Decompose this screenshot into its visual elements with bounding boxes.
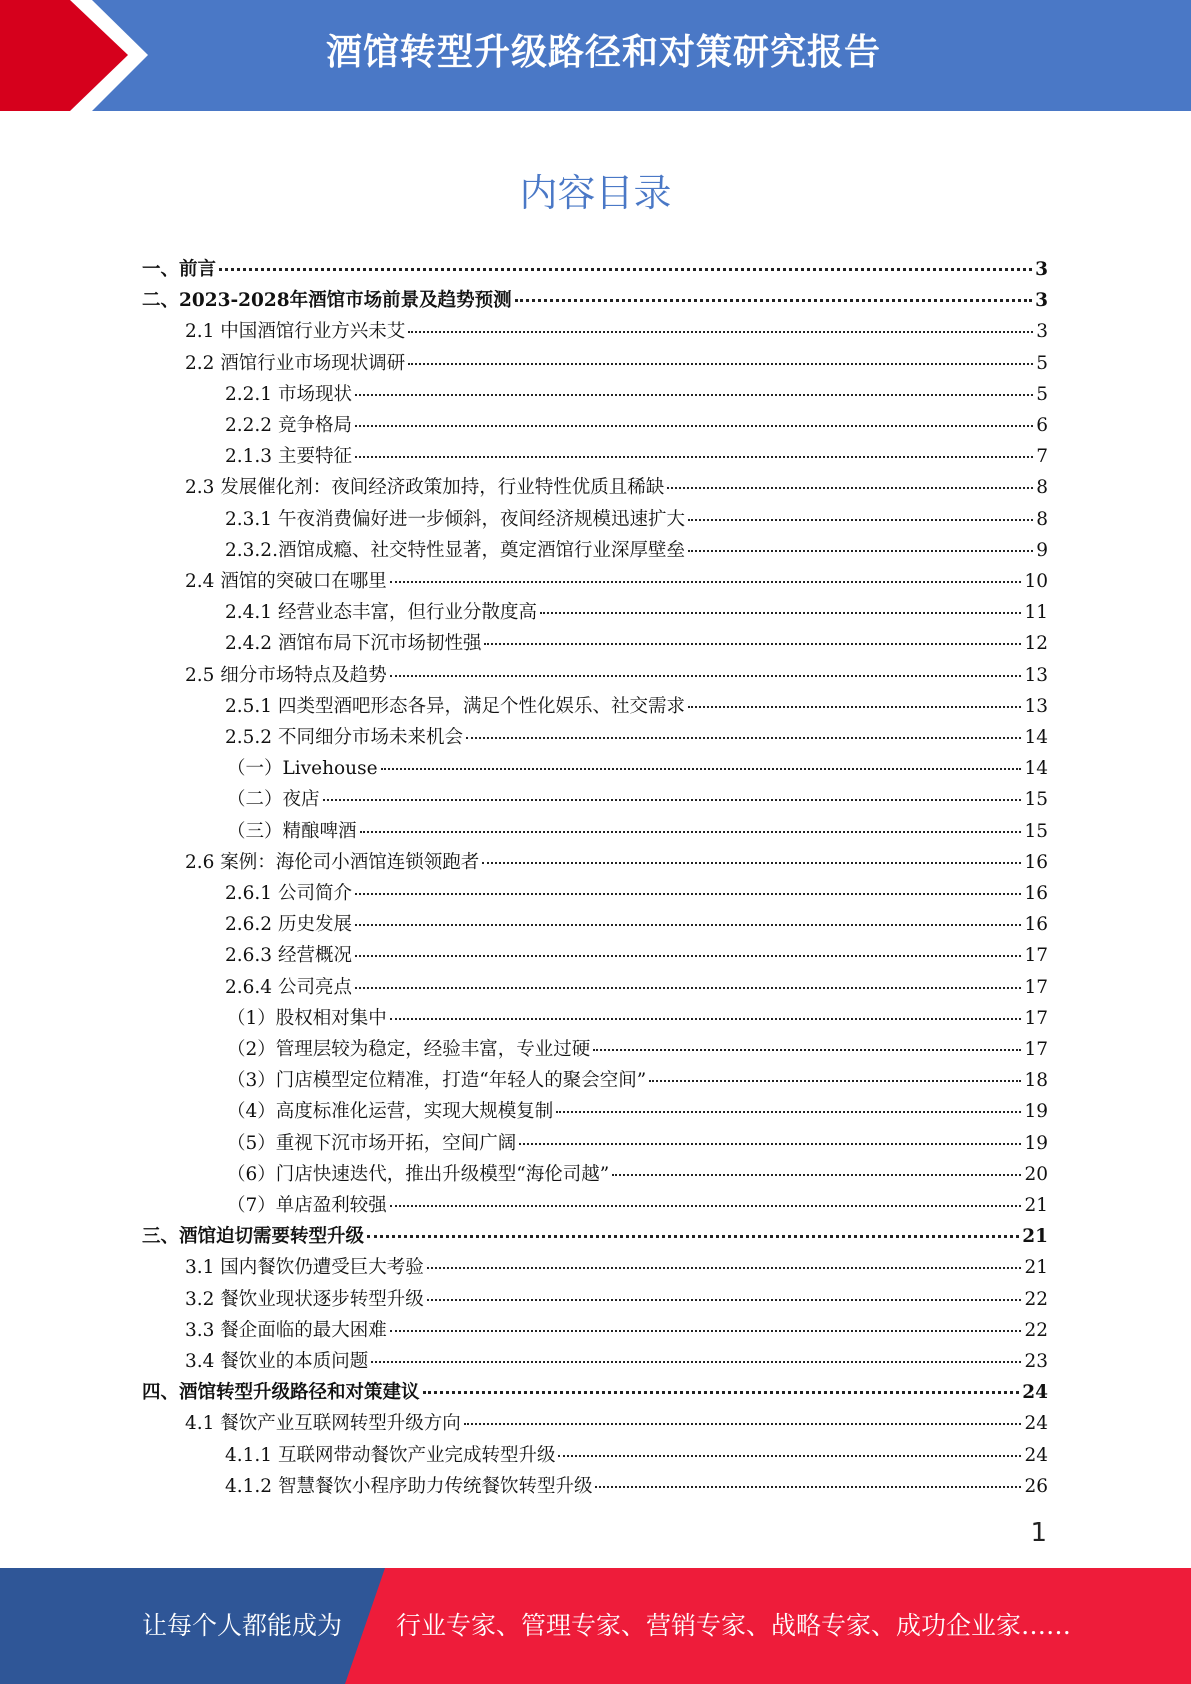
- toc-entry-page: 22: [1024, 1319, 1048, 1341]
- toc-entry-page: 9: [1036, 539, 1048, 561]
- toc-entry-page: 3: [1036, 321, 1048, 343]
- toc-entry[interactable]: [225, 504, 1048, 535]
- toc-entry-page: 16: [1024, 851, 1048, 873]
- toc-entry[interactable]: [227, 1159, 1048, 1190]
- toc-entry-page: 17: [1024, 1007, 1048, 1029]
- toc-entry-page: 17: [1024, 976, 1048, 998]
- toc-dot-leader: [390, 1018, 1022, 1020]
- toc-entry[interactable]: [185, 316, 1048, 347]
- toc-entry-page: 13: [1024, 695, 1048, 717]
- toc-entry[interactable]: [225, 1440, 1048, 1471]
- toc-entry[interactable]: [185, 348, 1048, 379]
- toc-entry-page: 15: [1024, 789, 1048, 811]
- toc-dot-leader: [427, 1267, 1022, 1269]
- toc-dot-leader: [519, 1143, 1021, 1145]
- toc-dot-leader: [355, 425, 1033, 427]
- toc-dot-leader: [464, 1423, 1022, 1425]
- toc-entry-page: 19: [1024, 1101, 1048, 1123]
- toc-entry-page: 23: [1024, 1351, 1048, 1372]
- toc-entry-title: 4.1 餐饮产业互联网转型升级方向: [185, 1413, 461, 1435]
- toc-entry[interactable]: [142, 1377, 1048, 1408]
- toc-entry-page: 24: [1024, 1444, 1048, 1466]
- toc-dot-leader: [390, 1330, 1022, 1332]
- toc-dot-leader: [595, 1486, 1021, 1488]
- toc-entry[interactable]: [227, 1128, 1048, 1159]
- toc-entry-title: 2.5.1 四类型酒吧形态各异，满足个性化娱乐、社交需求: [225, 695, 685, 717]
- toc-entry-page: 14: [1024, 727, 1048, 748]
- toc-dot-leader: [390, 581, 1022, 583]
- toc-entry-page: 20: [1024, 1163, 1048, 1185]
- toc-entry-page: 16: [1024, 883, 1048, 904]
- toc-entry-title: 2.4 酒馆的突破口在哪里: [185, 571, 387, 592]
- toc-dot-leader: [688, 550, 1033, 552]
- toc-entry[interactable]: [225, 410, 1048, 441]
- toc-entry-title: 4.1.2 智慧餐饮小程序助力传统餐饮转型升级: [225, 1475, 593, 1497]
- header-banner: [0, 0, 1191, 111]
- toc-dot-leader: [688, 706, 1021, 708]
- toc-dot-leader: [484, 643, 1021, 645]
- toc-entry-title: 2.6.1 公司简介: [225, 883, 352, 904]
- toc-dot-leader: [408, 331, 1033, 333]
- toc-entry-title: （1）股权相对集中: [227, 1007, 387, 1029]
- toc-entry[interactable]: [225, 722, 1048, 753]
- toc-dot-leader: [367, 1235, 1019, 1238]
- toc-dot-leader: [390, 675, 1022, 677]
- toc-entry-title: 四、酒馆转型升级路径和对策建议: [142, 1382, 420, 1404]
- toc-entry-page: 16: [1024, 914, 1048, 936]
- toc-entry[interactable]: [142, 254, 1048, 285]
- toc-entry[interactable]: [225, 628, 1048, 659]
- toc-entry-title: 三、酒馆迫切需要转型升级: [142, 1226, 365, 1248]
- toc-entry-page: 12: [1024, 633, 1048, 655]
- toc-dot-leader: [408, 363, 1033, 365]
- toc-entry[interactable]: [185, 1346, 1048, 1377]
- toc-dot-leader: [515, 299, 1032, 302]
- toc-entry-title: 2.5.2 不同细分市场未来机会: [225, 727, 463, 748]
- toc-entry-page: 8: [1036, 508, 1048, 530]
- toc-entry-title: 2.6.2 历史发展: [225, 914, 352, 936]
- toc-entry-page: 24: [1022, 1382, 1048, 1404]
- toc-entry-page: 6: [1036, 415, 1048, 436]
- toc-entry-title: 3.2 餐饮业现状逐步转型升级: [185, 1288, 424, 1310]
- toc-dot-leader: [355, 456, 1033, 458]
- toc-entry-page: 18: [1024, 1070, 1048, 1092]
- toc-entry-title: 2.3.1 午夜消费偏好进一步倾斜，夜间经济规模迅速扩大: [225, 508, 685, 530]
- toc-dot-leader: [423, 1391, 1020, 1394]
- footer-banner: [0, 1568, 1191, 1684]
- toc-entry[interactable]: [225, 878, 1048, 909]
- toc-dot-leader: [612, 1174, 1021, 1176]
- toc-entry[interactable]: [185, 566, 1048, 597]
- toc-dot-leader: [390, 1205, 1022, 1207]
- toc-dot-leader: [360, 831, 1022, 833]
- toc-entry-title: 2.6.4 公司亮点: [225, 976, 352, 998]
- toc-entry-page: 5: [1036, 383, 1048, 405]
- toc-dot-leader: [381, 768, 1022, 770]
- toc-entry[interactable]: [225, 535, 1048, 566]
- toc-dot-leader: [593, 1049, 1021, 1051]
- toc-entry-title: 2.3 发展催化剂：夜间经济政策加持，行业特性优质且稀缺: [185, 477, 665, 499]
- toc-entry-title: 3.1 国内餐饮仍遭受巨大考验: [185, 1257, 424, 1279]
- toc-entry-title: 4.1.1 互联网带动餐饮产业完成转型升级: [225, 1444, 556, 1466]
- toc-entry-page: 13: [1024, 664, 1048, 686]
- toc-dot-leader: [355, 394, 1033, 396]
- toc-entry-title: 2.3.2.酒馆成瘾、社交特性显著，奠定酒馆行业深厚壁垒: [225, 539, 685, 561]
- toc-entry-title: （一）Livehouse: [227, 758, 378, 780]
- toc-dot-leader: [466, 737, 1021, 739]
- toc-entry-title: 2.5 细分市场特点及趋势: [185, 664, 387, 686]
- toc-entry-title: 2.2 酒馆行业市场现状调研: [185, 352, 406, 374]
- toc-dot-leader: [482, 862, 1021, 864]
- toc-entry-page: 21: [1024, 1257, 1048, 1279]
- toc-entry[interactable]: [142, 1221, 1048, 1252]
- toc-dot-leader: [355, 987, 1022, 989]
- toc-entry-page: 17: [1024, 1039, 1048, 1060]
- page-number: 1: [1030, 1518, 1047, 1548]
- toc-entry-title: 2.6 案例：海伦司小酒馆连锁领跑者: [185, 851, 480, 873]
- toc-entry[interactable]: [225, 1471, 1048, 1502]
- toc-entry[interactable]: [227, 1034, 1048, 1065]
- toc-entry-title: 2.1 中国酒馆行业方兴未艾: [185, 321, 406, 343]
- toc-entry-title: 一、前言: [142, 259, 217, 280]
- toc-entry-title: （2）管理层较为稳定，经验丰富，专业过硬: [227, 1039, 591, 1060]
- toc-entry-title: 2.2.2 竞争格局: [225, 415, 352, 436]
- toc-entry[interactable]: [185, 472, 1048, 503]
- toc-dot-leader: [556, 1111, 1021, 1113]
- toc-entry-title: 二、2023-2028年酒馆市场前景及趋势预测: [142, 290, 512, 312]
- toc-entry-title: 2.6.3 经营概况: [225, 945, 352, 967]
- toc-entry-page: 21: [1022, 1226, 1048, 1248]
- toc-entry[interactable]: [227, 1096, 1048, 1127]
- toc-entry-page: 7: [1036, 446, 1048, 468]
- toc-entry-page: 22: [1024, 1288, 1048, 1310]
- toc-dot-leader: [323, 799, 1022, 801]
- toc-entry[interactable]: [185, 1284, 1048, 1315]
- toc-entry-title: （三）精酿啤酒: [227, 820, 357, 842]
- toc-entry-page: 19: [1024, 1132, 1048, 1154]
- toc-entry-page: 5: [1036, 352, 1048, 374]
- toc-entry-title: （5）重视下沉市场开拓，空间广阔: [227, 1132, 517, 1154]
- toc-dot-leader: [667, 487, 1033, 489]
- toc-heading: 内容目录: [519, 171, 672, 215]
- toc-entry[interactable]: [185, 1252, 1048, 1283]
- toc-entry-title: （6）门店快速迭代，推出升级模型“海伦司越”: [227, 1163, 610, 1185]
- toc-entry[interactable]: [225, 940, 1048, 971]
- toc-dot-leader: [427, 1299, 1022, 1301]
- toc-entry-page: 26: [1024, 1475, 1048, 1497]
- toc-entry-title: 2.4.1 经营业态丰富，但行业分散度高: [225, 602, 537, 624]
- toc-entry-title: （4）高度标准化运营，实现大规模复制: [227, 1101, 554, 1123]
- toc-entry-page: 8: [1036, 477, 1048, 499]
- toc-entry[interactable]: [185, 1315, 1048, 1346]
- toc-entry[interactable]: [227, 1190, 1048, 1221]
- toc-entry[interactable]: [225, 691, 1048, 722]
- toc-entry-page: 3: [1035, 259, 1048, 280]
- toc-entry-page: 17: [1024, 945, 1048, 967]
- toc-entry-page: 3: [1035, 290, 1048, 312]
- toc-dot-leader: [219, 268, 1032, 271]
- toc-entry[interactable]: [185, 847, 1048, 878]
- toc-entry-page: 14: [1024, 758, 1048, 780]
- toc-entry[interactable]: [185, 1408, 1048, 1439]
- toc-entry-title: （二）夜店: [227, 789, 320, 811]
- toc-dot-leader: [540, 612, 1021, 614]
- toc-entry-page: 11: [1024, 602, 1048, 624]
- toc-entry[interactable]: [225, 379, 1048, 410]
- toc-dot-leader: [355, 955, 1022, 957]
- toc-entry-page: 15: [1024, 820, 1048, 842]
- footer-slogan-right: 行业专家、管理专家、营销专家、战略专家、成功企业家……: [396, 1611, 1072, 1640]
- toc-dot-leader: [688, 519, 1033, 521]
- toc-dot-leader: [355, 924, 1022, 926]
- toc-dot-leader: [355, 893, 1022, 895]
- toc-entry-title: （3）门店模型定位精准，打造“年轻人的聚会空间”: [227, 1070, 647, 1092]
- toc-entry-page: 24: [1024, 1413, 1048, 1435]
- toc-entry-title: 2.2.1 市场现状: [225, 383, 352, 405]
- toc-entry[interactable]: [227, 1003, 1048, 1034]
- report-title: 酒馆转型升级路径和对策研究报告: [325, 32, 881, 73]
- toc-entry[interactable]: [225, 909, 1048, 940]
- toc-entry[interactable]: [227, 784, 1048, 815]
- toc-entry-title: 3.3 餐企面临的最大困难: [185, 1319, 387, 1341]
- toc-entry[interactable]: [225, 597, 1048, 628]
- toc-entry[interactable]: [142, 285, 1048, 316]
- toc-dot-leader: [649, 1080, 1021, 1082]
- toc-entry[interactable]: [227, 1065, 1048, 1096]
- toc-entry-page: 10: [1024, 571, 1048, 592]
- toc-entry-title: （7）单店盈利较强: [227, 1195, 387, 1216]
- toc-entry-title: 3.4 餐饮业的本质问题: [185, 1351, 369, 1372]
- toc-entry[interactable]: [185, 660, 1048, 691]
- toc-dot-leader: [371, 1361, 1021, 1363]
- toc-entry-title: 2.1.3 主要特征: [225, 446, 352, 468]
- footer-slogan-left: 让每个人都能成为: [142, 1611, 343, 1640]
- toc-entry[interactable]: [227, 753, 1048, 784]
- toc-entry-page: 21: [1024, 1195, 1048, 1216]
- toc-entry[interactable]: [225, 972, 1048, 1003]
- toc-entry[interactable]: [225, 441, 1048, 472]
- toc-entry[interactable]: [227, 816, 1048, 847]
- toc-entry-title: 2.4.2 酒馆布局下沉市场韧性强: [225, 633, 482, 655]
- toc-dot-leader: [558, 1455, 1021, 1457]
